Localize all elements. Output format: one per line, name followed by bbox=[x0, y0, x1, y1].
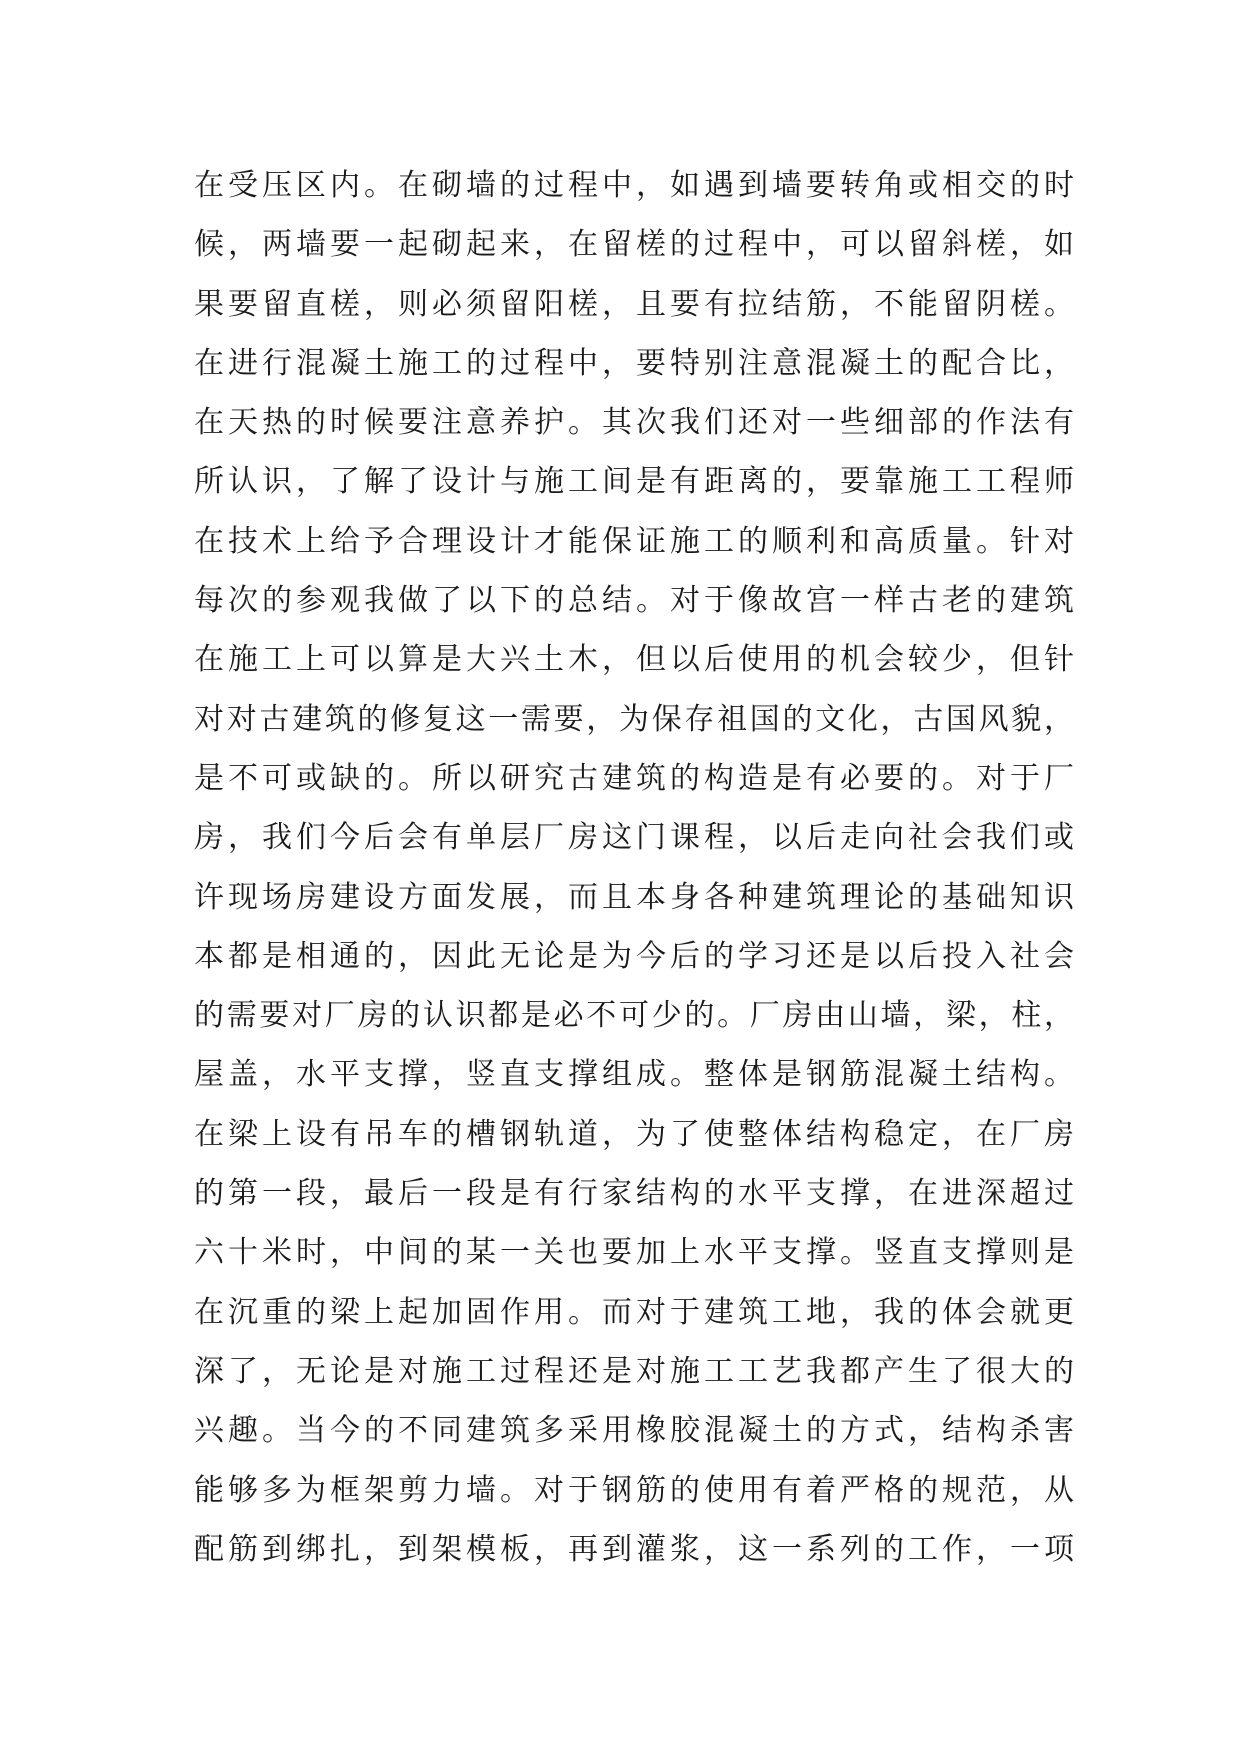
text-line: 是不可或缺的。所以研究古建筑的构造是有必要的。对于厂 bbox=[194, 760, 1074, 796]
text-line: 深了，无论是对施工过程还是对施工工艺我都产生了很大的 bbox=[194, 1353, 1074, 1389]
text-line: 对对古建筑的修复这一需要，为保存祖国的文化，古国风貌， bbox=[194, 701, 1074, 737]
text-line: 在进行混凝土施工的过程中，要特别注意混凝土的配合比， bbox=[194, 345, 1074, 381]
text-line: 在梁上设有吊车的槽钢轨道，为了使整体结构稳定，在厂房 bbox=[194, 1116, 1074, 1152]
text-line: 在技术上给予合理设计才能保证施工的顺利和高质量。针对 bbox=[194, 523, 1074, 559]
text-line: 每次的参观我做了以下的总结。对于像故宫一样古老的建筑 bbox=[194, 583, 1074, 619]
text-line: 在施工上可以算是大兴土木，但以后使用的机会较少，但针 bbox=[194, 642, 1074, 678]
text-line: 在天热的时候要注意养护。其次我们还对一些细部的作法有 bbox=[194, 405, 1074, 441]
text-line: 房，我们今后会有单层厂房这门课程，以后走向社会我们或 bbox=[194, 820, 1074, 856]
text-line: 本都是相通的，因此无论是为今后的学习还是以后投入社会 bbox=[194, 938, 1074, 974]
text-line: 在沉重的梁上起加固作用。而对于建筑工地，我的体会就更 bbox=[194, 1294, 1074, 1330]
text-line: 能够多为框架剪力墙。对于钢筋的使用有着严格的规范，从 bbox=[194, 1472, 1074, 1508]
text-line: 六十米时，中间的某一关也要加上水平支撑。竖直支撑则是 bbox=[194, 1235, 1074, 1271]
text-line: 兴趣。当今的不同建筑多采用橡胶混凝土的方式，结构杀害 bbox=[194, 1413, 1074, 1449]
text-line: 候，两墙要一起砌起来，在留槎的过程中，可以留斜槎，如 bbox=[194, 227, 1074, 263]
text-line: 的第一段，最后一段是有行家结构的水平支撑，在进深超过 bbox=[194, 1176, 1074, 1212]
text-line: 许现场房建设方面发展，而且本身各种建筑理论的基础知识 bbox=[194, 879, 1074, 915]
text-line: 所认识，了解了设计与施工间是有距离的，要靠施工工程师 bbox=[194, 464, 1074, 500]
body-text bbox=[194, 156, 1074, 1579]
text-line: 在受压区内。在砌墙的过程中，如遇到墙要转角或相交的时 bbox=[194, 168, 1074, 203]
text-line: 屋盖，水平支撑，竖直支撑组成。整体是钢筋混凝土结构。 bbox=[194, 1057, 1074, 1093]
text-line: 果要留直槎，则必须留阳槎，且要有拉结筋，不能留阴槎。 bbox=[194, 286, 1074, 322]
text-line: 的需要对厂房的认识都是必不可少的。厂房由山墙，梁，柱， bbox=[194, 998, 1074, 1034]
text-line: 配筋到绑扎，到架模板，再到灌浆，这一系列的工作，一项 bbox=[194, 1531, 1074, 1567]
